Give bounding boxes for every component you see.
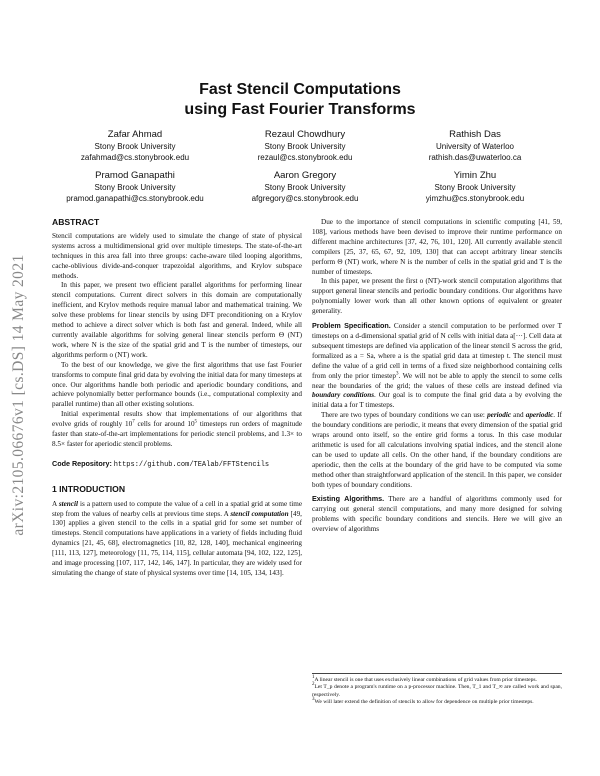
boundary-paragraph: There are two types of boundary conditions we can use: periodic and aperiodic. If the boundary conditions are periodic, it means that every dimension of the spatial grid wraps around onto itself, so the entire grid forms a torus. In this case modular arithmetic is used for all calculations involving spatial indices, and the stencil alone can be used to update all cells. On the other hand, if the boundary conditions are aperiodic, then the cells at the boundary of the grid have to be computed via some method other than straightforward application of the stencil. In this paper, we consider both types of boundary conditions. [312, 411, 563, 489]
author-affiliation: Stony Brook University [94, 142, 176, 151]
author-email: rathish.das@uwaterloo.ca [428, 153, 522, 162]
author-card [50, 128, 220, 163]
author-card [390, 169, 560, 204]
existing-paragraph: Existing Algorithms. There are a handful of algorithms commonly used for carrying out general stencil computations, and many more designed for solving problems with specific boundary conditions and stencils. Here we will give an overview of algorithms [312, 494, 563, 534]
code-repo-label: Code Repository: [52, 458, 112, 468]
author-email: pramod.ganapathi@cs.stonybrook.edu [66, 194, 204, 203]
intro-paragraph: A stencil is a pattern used to compute the value of a cell in a spatial grid at some time step from the values of nearby cells at previous time steps. A stencil computation [49, 130] applies a given stencil to the cells in a spatial grid for some set number of timesteps. Stencil computations have applications in a variety of fields including fluid dynamics [21, 45, 68], electromagnetics [10, 82, 128, 140], mechanical engineering [111, 113, 127], meteorology [11, 75, 114, 115], cellular automata [94, 102, 122, 125], and image processing [107, 117, 142, 146, 147]. In particular, they are widely used for simulating the change of state of physical systems over time [14, 105, 134, 143]. [52, 499, 303, 577]
body-paragraph: In this paper, we present the first o (NT)-work stencil computation algorithms that support general linear stencils and periodic boundary conditions. Our algorithms have polynomially lower work than all other known options of equivalent or greater generality. [312, 277, 562, 316]
existing-heading: Existing Algorithms. [312, 494, 385, 504]
paper-title-line2: using Fast Fourier Transforms [184, 101, 416, 118]
author-card [50, 169, 220, 204]
author-affiliation: Stony Brook University [264, 183, 346, 192]
abstract-paragraph: To the best of our knowledge, we give the first algorithms that use fast Fourier transforms to compute final grid data by evolving the initial data for many timesteps at once. Our algorithms handle both periodic and aperiodic boundary conditions, and achieve polynomially better performance bounds (i.e., computational complexity and parallel runtime) than all other existing solutions. [52, 360, 302, 409]
author-email: afgregory@cs.stonybrook.edu [251, 194, 359, 203]
author-email: zafahmad@cs.stonybrook.edu [80, 153, 190, 162]
author-affiliation: Stony Brook University [264, 142, 346, 151]
author-name: Rathish Das [449, 129, 501, 140]
footnotes [312, 673, 562, 707]
author-email: yimzhu@cs.stonybrook.edu [425, 194, 525, 203]
footnote: $^3$We will later extend the definition of stencils to allow for dependence on multiple prior timesteps. [312, 697, 534, 706]
code-repo-link[interactable]: https://github.com/TEAlab/FFTStencils [113, 460, 270, 469]
problem-heading: Problem Specification. [312, 321, 391, 331]
right-column [312, 218, 562, 535]
abstract-paragraph: Stencil computations are widely used to simulate the change of state of physical systems across a multidimensional grid over multiple timesteps. The state-of-the-art techniques in this area fall into three groups: cache-aware tiled looping algorithms, cache-oblivious divide-and-conquer trapezoidal algorithms, and Krylov subspace methods. [52, 231, 302, 280]
problem-paragraph: Problem Specification. Consider a stencil computation to be performed over T timesteps on a d-dimensional spatial grid of N cells with initial data a[···]. Cell data at subsequent timesteps are defined via application of the linear stencil S across the grid, formalized as a = Sa, where a is the spatial grid data at timestep t. The stencil must define the value of a grid cell in terms of a fixed size neighborhood containing cells from only the prior timestep$^3$. We will not be able to apply the stencil to some cells near the boundaries of the grid; the values of these cells are instead defined via boundary conditions. Our goal is to compute the final grid data a by evolving the initial data a for T timesteps. [312, 321, 563, 410]
intro-heading: 1 INTRODUCTION [52, 483, 126, 494]
footnote: $^1$A linear stencil is one that uses exclusively linear combinations of grid values from prior timesteps. [312, 675, 537, 683]
abstract-heading: ABSTRACT [52, 217, 100, 227]
abstract-paragraph: In this paper, we present two efficient parallel algorithms for performing linear stencil computations. Current direct solvers in this domain are computationally inefficient, and Krylov methods require manual labor and mathematical training. We solve these problems for linear stencils by using DFT preconditioning on a Krylov method to achieve a direct solver which is both fast and general. Indeed, while all currently available algorithms for solving general linear stencils perform Θ (NT) work, where N is the size of the spatial grid and T is the number of timesteps, our algorithms perform o (NT) work. [52, 281, 302, 359]
footnote: $^2$Let T_p denote a program's runtime on a p-processor machine. Then, T_1 and T_∞ are called work and span, respectively. [312, 682, 562, 698]
author-affiliation: Stony Brook University [434, 183, 516, 192]
author-email: rezaul@cs.stonybrook.edu [257, 153, 353, 162]
author-affiliation: Stony Brook University [94, 183, 176, 192]
arxiv-sidebar-label: arXiv:2105.06676v1 [cs.DS] 14 May 2021 [10, 254, 27, 536]
author-name: Aaron Gregory [273, 170, 337, 181]
author-card [390, 128, 560, 163]
abstract-paragraph: Initial experimental results show that implementations of our algorithms that evolve grids of roughly $10^7$ cells for around $10^5$ timesteps run orders of magnitude faster than state-of-the-art implementations for periodic stencil problems, and 1.3× to 8.5× faster for aperiodic stencil problems. [52, 410, 302, 448]
author-card [220, 128, 390, 163]
body-paragraph: Due to the importance of stencil computations in scientific computing [41, 59, 108], various methods have been devised to improve their runtime performance on different machine architectures [37, 42, 76, 101, 120]. All currently available stencil compilers [25, 37, 65, 67, 92, 109, 130] that can accept arbitrary linear stencils perform Θ (NT) work, where N is the number of cells in the spatial grid and T is the number of timesteps. [312, 218, 562, 276]
author-affiliation: University of Waterloo [436, 142, 514, 151]
author-card [220, 169, 390, 204]
code-repository [52, 459, 302, 471]
paper-title-line1: Fast Stencil Computations [199, 81, 401, 98]
author-name: Pramod Ganapathi [95, 170, 175, 181]
author-name: Yimin Zhu [453, 170, 497, 181]
author-name: Zafar Ahmad [107, 129, 163, 140]
left-column [52, 218, 302, 579]
author-name: Rezaul Chowdhury [264, 129, 346, 140]
